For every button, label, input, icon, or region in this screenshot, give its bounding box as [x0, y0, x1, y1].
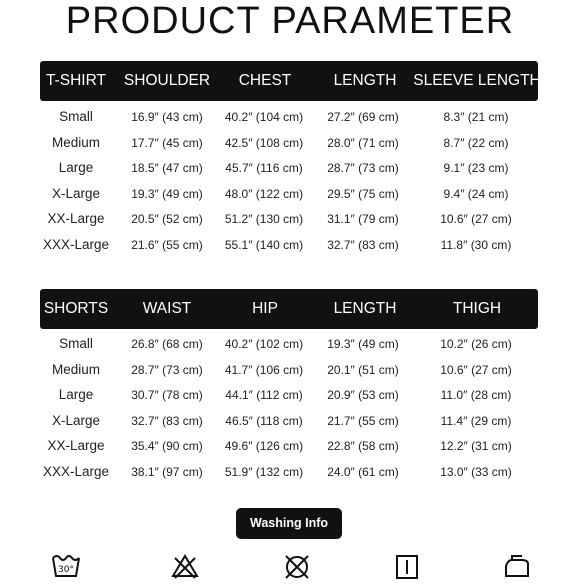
tshirt-table-header	[40, 61, 541, 101]
shorts-row	[0, 410, 580, 432]
size-label: Large	[58, 387, 94, 402]
tshirt-header-size: T-SHIRT	[46, 72, 106, 89]
measurement-cell: 11.0″ (28 cm)	[440, 388, 512, 402]
measurement-cell: 32.7″ (83 cm)	[131, 413, 203, 428]
measurement-cell: 21.6″ (55 cm)	[131, 237, 203, 252]
shorts-header-waist: WAIST	[142, 300, 192, 317]
measurement-cell: 20.9″ (53 cm)	[327, 388, 399, 402]
measurement-cell: 10.2″ (26 cm)	[440, 337, 512, 351]
washing-info-button[interactable]: Washing Info	[236, 508, 342, 539]
measurement-cell: 22.8″ (58 cm)	[327, 439, 399, 453]
measurement-cell: 9.4″ (24 cm)	[443, 186, 509, 201]
measurement-cell: 40.2″ (102 cm)	[224, 337, 304, 351]
measurement-cell: 19.3″ (49 cm)	[327, 337, 399, 351]
tshirt-row	[0, 157, 580, 179]
wash-temp-label: 30°	[58, 565, 74, 575]
no-bleach-icon	[170, 552, 200, 580]
tshirt-header-shoulder: SHOULDER	[123, 72, 211, 89]
measurement-cell: 31.1″ (79 cm)	[327, 212, 399, 226]
measurement-cell: 38.1″ (97 cm)	[131, 464, 203, 479]
measurement-cell: 55.1″ (140 cm)	[224, 237, 304, 252]
shorts-row	[0, 333, 580, 355]
measurement-cell: 51.9″ (132 cm)	[224, 464, 304, 479]
measurement-cell: 16.9″ (43 cm)	[131, 110, 203, 124]
measurement-cell: 35.4″ (90 cm)	[131, 439, 203, 453]
measurement-cell: 10.6″ (27 cm)	[440, 362, 512, 377]
shorts-row	[0, 384, 580, 406]
measurement-cell: 40.2″ (104 cm)	[224, 110, 304, 124]
measurement-cell: 29.5″ (75 cm)	[327, 186, 399, 201]
wash-30-icon	[51, 552, 81, 580]
tshirt-row	[0, 183, 580, 205]
measurement-cell: 27.2″ (69 cm)	[327, 110, 399, 124]
size-label: Small	[59, 109, 93, 124]
measurement-cell: 10.6″ (27 cm)	[440, 212, 512, 226]
tshirt-row	[0, 106, 580, 128]
measurement-cell: 41.7″ (106 cm)	[224, 362, 304, 377]
iron-icon	[502, 552, 532, 580]
shorts-row	[0, 435, 580, 457]
measurement-cell: 13.0″ (33 cm)	[440, 464, 512, 479]
measurement-cell: 45.7″ (116 cm)	[225, 161, 303, 175]
size-label: Large	[58, 160, 94, 175]
measurement-cell: 18.5″ (47 cm)	[131, 161, 203, 175]
measurement-cell: 28.7″ (73 cm)	[327, 161, 399, 175]
shorts-header-size: SHORTS	[43, 300, 109, 317]
size-label: Medium	[51, 361, 101, 377]
tshirt-row	[0, 132, 580, 154]
shorts-header-hip: HIP	[252, 300, 278, 317]
size-label: XXX-Large	[42, 463, 110, 479]
measurement-cell: 20.1″ (51 cm)	[327, 362, 399, 377]
size-label: X-Large	[51, 185, 101, 201]
measurement-cell: 11.4″ (29 cm)	[440, 413, 512, 428]
measurement-cell: 11.8″ (30 cm)	[440, 237, 512, 252]
tshirt-row	[0, 208, 580, 230]
measurement-cell: 19.3″ (49 cm)	[131, 186, 203, 201]
size-label: Medium	[51, 134, 101, 150]
size-label: XX-Large	[47, 438, 105, 453]
measurement-cell: 26.8″ (68 cm)	[131, 337, 203, 351]
shorts-table-header	[40, 289, 538, 329]
measurement-cell: 30.7″ (78 cm)	[131, 388, 203, 402]
tshirt-row	[0, 234, 580, 256]
shorts-row	[0, 461, 580, 483]
measurement-cell: 44.1″ (112 cm)	[225, 388, 303, 402]
size-label: XX-Large	[47, 211, 105, 226]
size-label: Small	[59, 336, 93, 351]
measurement-cell: 24.0″ (61 cm)	[327, 464, 399, 479]
measurement-cell: 28.0″ (71 cm)	[327, 135, 399, 150]
measurement-cell: 49.6″ (126 cm)	[224, 439, 304, 453]
line-dry-icon	[392, 552, 422, 580]
measurement-cell: 8.7″ (22 cm)	[443, 135, 509, 150]
tshirt-header-chest: CHEST	[238, 72, 292, 89]
measurement-cell: 21.7″ (55 cm)	[327, 413, 399, 428]
measurement-cell: 46.5″ (118 cm)	[225, 413, 303, 428]
page-title: PRODUCT PARAMETER	[65, 0, 515, 42]
measurement-cell: 28.7″ (73 cm)	[131, 362, 203, 377]
measurement-cell: 8.3″ (21 cm)	[443, 110, 509, 124]
measurement-cell: 51.2″ (130 cm)	[224, 212, 304, 226]
measurement-cell: 17.7″ (45 cm)	[131, 135, 203, 150]
measurement-cell: 20.5″ (52 cm)	[131, 212, 203, 226]
tshirt-header-sleeve-length: SLEEVE LENGTH	[413, 72, 541, 89]
measurement-cell: 9.1″ (23 cm)	[443, 161, 509, 175]
measurement-cell: 32.7″ (83 cm)	[327, 237, 399, 252]
tshirt-header-length: LENGTH	[333, 72, 397, 89]
shorts-row	[0, 359, 580, 381]
no-tumble-dry-icon	[282, 552, 312, 580]
shorts-header-length: LENGTH	[333, 300, 397, 317]
shorts-header-thigh: THIGH	[452, 300, 502, 317]
measurement-cell: 48.0″ (122 cm)	[224, 186, 304, 201]
measurement-cell: 12.2″ (31 cm)	[440, 439, 512, 453]
measurement-cell: 42.5″ (108 cm)	[224, 135, 304, 150]
size-label: XXX-Large	[42, 236, 110, 252]
size-label: X-Large	[51, 412, 101, 428]
